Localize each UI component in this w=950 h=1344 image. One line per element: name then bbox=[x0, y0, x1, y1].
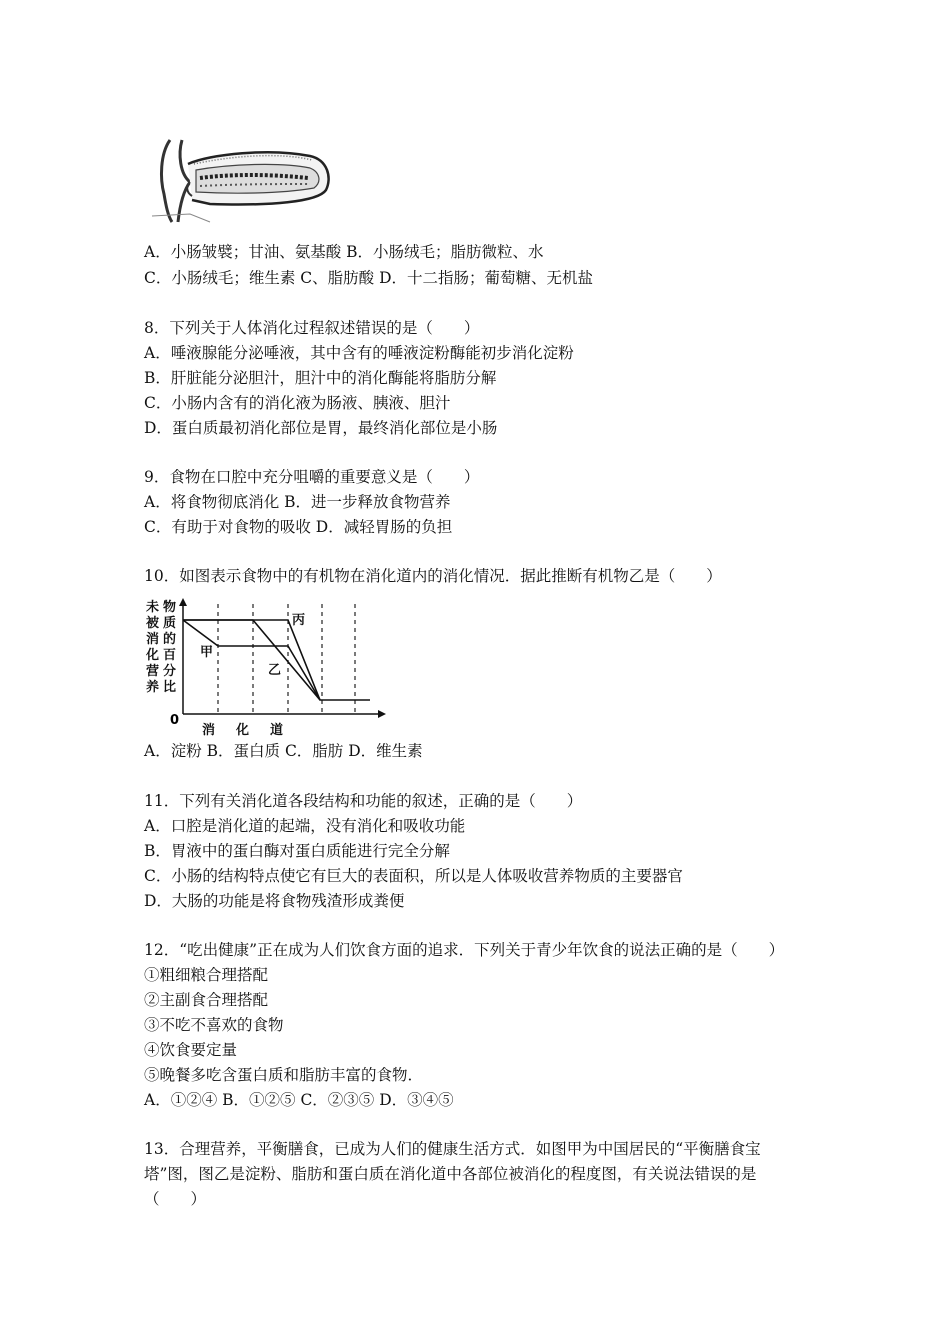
q12-item-5: ⑤晚餐多吃含蛋白质和脂肪丰富的食物． bbox=[144, 1066, 424, 1084]
villus-drawing bbox=[150, 134, 336, 224]
x-label-2: 化 bbox=[236, 723, 250, 738]
q11-stem: 11．下列有关消化道各段结构和功能的叙述，正确的是（ ） bbox=[144, 792, 583, 810]
q12-item-4: ④饮食要定量 bbox=[144, 1041, 238, 1059]
q9-stem: 9．食物在口腔中充分咀嚼的重要意义是（ ） bbox=[144, 468, 480, 486]
q12-options: A．①②④ B．①②⑤ C．②③⑤ D．③④⑤ bbox=[144, 1091, 454, 1109]
q8-option-b: B．肝脏能分泌胆汁，胆汁中的消化酶能将脂肪分解 bbox=[144, 369, 497, 387]
y-label-2-4: 百 bbox=[163, 648, 177, 663]
q7-options-line2: C．小肠绒毛；维生素 C、脂肪酸 D．十二指肠；葡萄糖、无机盐 bbox=[144, 269, 594, 287]
y-label-1-5: 营 bbox=[146, 664, 160, 679]
q8-option-c: C．小肠内含有的消化液为肠液、胰液、胆汁 bbox=[144, 394, 451, 412]
q11-option-b: B．胃液中的蛋白酶对蛋白质能进行完全分解 bbox=[144, 842, 450, 860]
q8-stem: 8．下列关于人体消化过程叙述错误的是（ ） bbox=[144, 319, 480, 337]
x-label-1: 消 bbox=[202, 723, 216, 738]
y-axis-arrow bbox=[179, 598, 187, 606]
x-axis-arrow bbox=[378, 710, 386, 718]
q12-item-3: ③不吃不喜欢的食物 bbox=[144, 1016, 284, 1034]
y-label-1-2: 被 bbox=[146, 616, 160, 631]
q9-options-line1: A．将食物彻底消化 B．进一步释放食物营养 bbox=[144, 493, 451, 511]
q12-item-1: ①粗细粮合理搭配 bbox=[144, 966, 269, 984]
q12-stem: 12．“吃出健康”正在成为人们饮食方面的追求．下列关于青少年饮食的说法正确的是（ ） bbox=[144, 941, 785, 959]
q10-options: A．淀粉 B．蛋白质 C．脂肪 D．维生素 bbox=[144, 742, 423, 760]
y-label-2-5: 分 bbox=[163, 664, 177, 679]
label-jia: 甲 bbox=[200, 645, 214, 660]
y-label-1-6: 养 bbox=[146, 680, 160, 695]
q13-line2: 塔”图，图乙是淀粉、脂肪和蛋白质在消化道中各部位被消化的程度图，有关说法错误的是 bbox=[144, 1165, 757, 1183]
q11-option-d: D．大肠的功能是将食物残渣形成粪便 bbox=[144, 892, 405, 910]
y-label-2-6: 比 bbox=[163, 680, 177, 695]
q8-option-d: D．蛋白质最初消化部位是胃，最终消化部位是小肠 bbox=[144, 419, 498, 437]
q11-option-a: A．口腔是消化道的起端，没有消化和吸收功能 bbox=[144, 817, 466, 835]
q10-figure bbox=[140, 596, 396, 738]
curve-jia bbox=[183, 620, 370, 700]
q13-line1: 13．合理营养，平衡膳食，已成为人们的健康生活方式．如图甲为中国居民的“平衡膳食宝 bbox=[144, 1140, 761, 1158]
curve-bing bbox=[183, 620, 320, 700]
y-label-1-3: 消 bbox=[146, 632, 160, 647]
q11-option-c: C．小肠的结构特点使它有巨大的表面积，所以是人体吸收营养物质的主要器官 bbox=[144, 867, 683, 885]
villus-figure bbox=[150, 134, 336, 224]
label-yi: 乙 bbox=[268, 663, 282, 678]
origin-label: 0 bbox=[170, 713, 180, 728]
digestion-chart bbox=[140, 596, 396, 738]
y-label-2-1: 物 bbox=[163, 600, 177, 615]
q13-line3: （ ） bbox=[144, 1190, 207, 1208]
q8-option-a: A．唾液腺能分泌唾液，其中含有的唾液淀粉酶能初步消化淀粉 bbox=[144, 344, 574, 362]
y-label-1-1: 未 bbox=[146, 600, 160, 615]
curves bbox=[183, 620, 370, 700]
q7-options-line1: A．小肠皱襞；甘油、氨基酸 B．小肠绒毛；脂肪微粒、水 bbox=[144, 243, 544, 261]
label-bing: 丙 bbox=[292, 613, 306, 628]
y-label-2-3: 的 bbox=[163, 632, 177, 647]
q9-options-line2: C．有助于对食物的吸收 D．减轻胃肠的负担 bbox=[144, 518, 453, 536]
x-label-3: 道 bbox=[270, 723, 284, 738]
x-axis-label bbox=[202, 722, 283, 738]
y-axis-label bbox=[145, 599, 176, 695]
curve-yi bbox=[183, 620, 320, 700]
y-label-2-2: 质 bbox=[163, 616, 177, 631]
q12-item-2: ②主副食合理搭配 bbox=[144, 991, 269, 1009]
q10-stem: 10．如图表示食物中的有机物在消化道内的消化情况．据此推断有机物乙是（ ） bbox=[144, 567, 722, 585]
y-label-1-4: 化 bbox=[146, 648, 160, 663]
